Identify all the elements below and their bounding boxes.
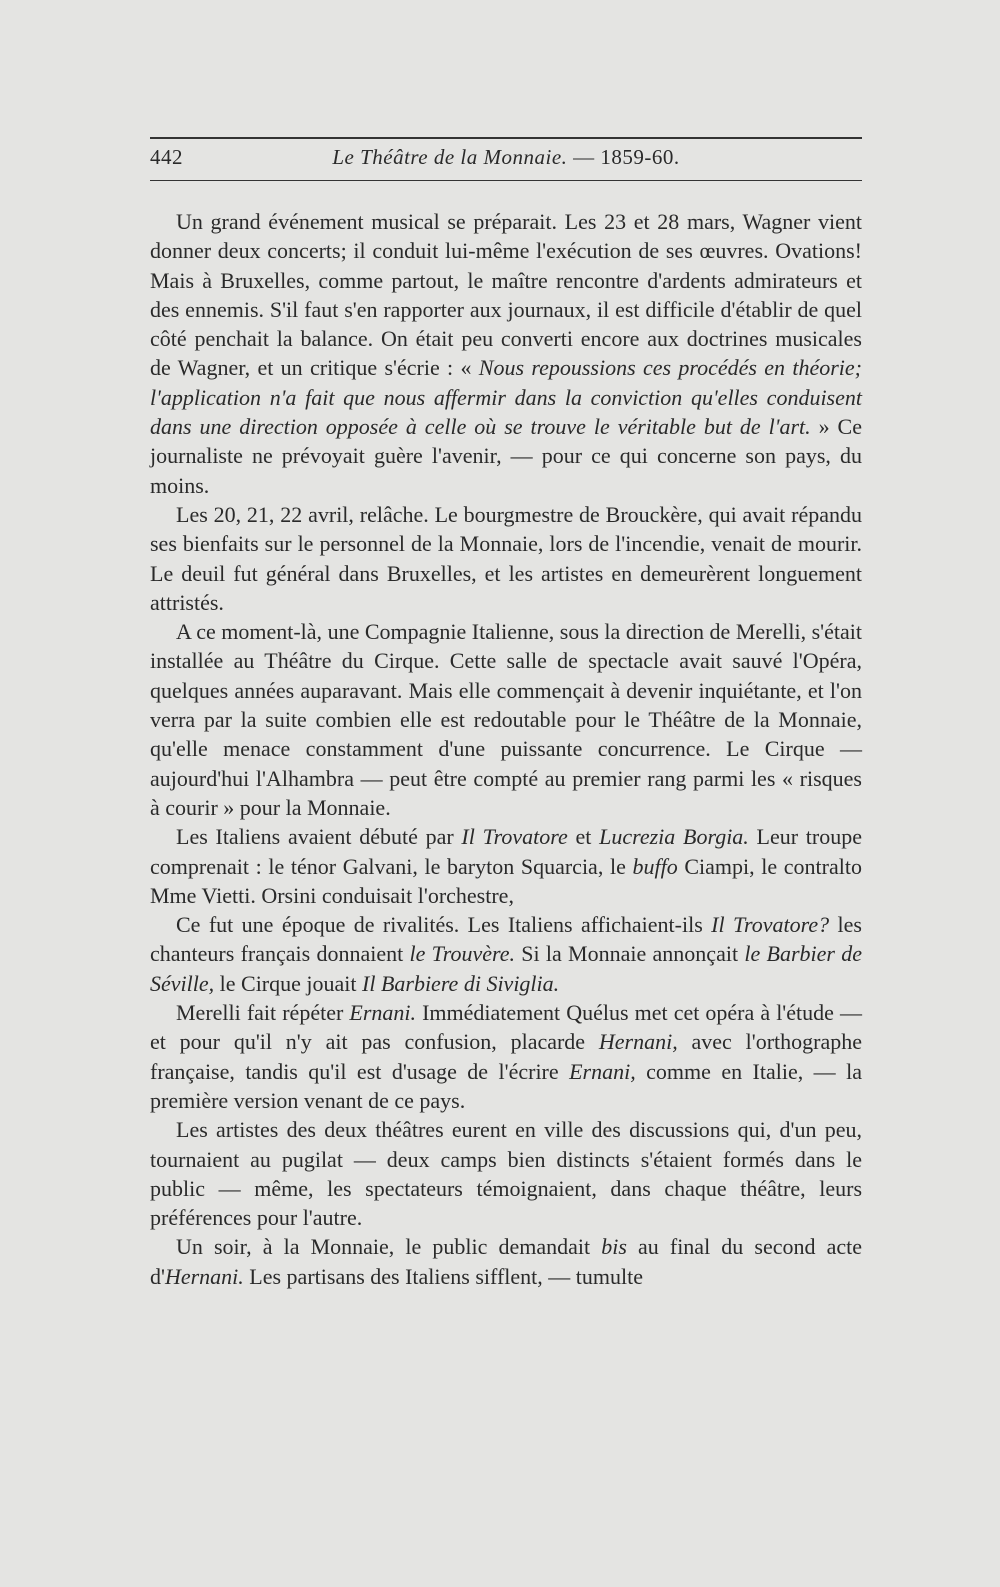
text-run: A ce moment-là, une Compagnie Italienne, sous la direction de Merelli, s'était installée au Théâtre du Cirque. Cette salle de spectacle avait sauvé l'Opéra, quelques années auparavant. Mais elle commençait à devenir inquiétante, et l'on verra par la suite combien elle est redoutable pour le Théâtre de la Monnaie, qu'elle menace constamment d'une puissante concurrence. Le Cirque — aujourd'hui l'Alhambra — peut être compté au premier rang parmi les « risques à courir » pour la Monnaie.: [150, 619, 862, 820]
text-run: Ciampi, le contralto Mme Vietti. Orsini conduisait l'orchestre,: [150, 853, 862, 908]
italic-run: Hernani,: [598, 1029, 678, 1055]
text-run: Un grand événement musical se préparait. Les 23 et 28 mars, Wagner vient donner deux concerts; il conduit lui-même l'exécution de ses œuvres. Ovations! Mais à Bruxelles, comme partout, le maître rencontre d'ardents admirateurs et des ennemis. S'il faut s'en rapporter aux journaux, il est difficile d'établir de quel côté penchait la balance. On était peu converti encore aux doctrines musicales de Wagner, et un critique s'écrie : «: [150, 209, 862, 381]
body-text: [150, 207, 862, 1291]
italic-run: Il Trovatore?: [711, 912, 830, 938]
italic-run: Ernani,: [569, 1058, 636, 1084]
text-run: avec l'orthographe française, tandis qu'il est d'usage de l'écrire: [150, 1029, 862, 1084]
page-number: 442: [150, 145, 183, 169]
text-run: Si la Monnaie annonçait: [514, 941, 745, 967]
paragraph: [150, 617, 862, 822]
italic-run: Hernani.: [164, 1263, 244, 1289]
italic-run: le Trouvère.: [409, 941, 515, 967]
text-run: Les 20, 21, 22 avril, relâche. Le bourgmestre de Brouckère, qui avait répandu ses bienfaits sur le personnel de la Monnaie, lors de l'incendie, venait de mourir. Le deuil fut général dans Bruxelles, et les artistes en demeurèrent longuement attristés.: [150, 501, 862, 615]
italic-run: Il Trovatore: [461, 824, 568, 850]
text-run: Les partisans des Italiens sifflent, — tumulte: [243, 1263, 643, 1289]
italic-run: Lucrezia Borgia.: [599, 824, 749, 850]
paragraph: [150, 910, 862, 998]
italic-run: le Barbier de Séville,: [150, 941, 862, 996]
title-separator: —: [567, 145, 601, 169]
italic-run: bis: [601, 1234, 627, 1260]
paragraph: [150, 1115, 862, 1232]
paragraph: [150, 998, 862, 1115]
running-title-line: [150, 145, 862, 170]
text-run: et: [567, 824, 600, 850]
text-run: le Cirque jouait: [214, 970, 362, 996]
text-run: Les artistes des deux théâtres eurent en ville des discussions qui, d'un peu, tournaient au pugilat — deux camps bien distincts s'étaient formés dans le public — même, les spectateurs témoignaient, dans chaque théâtre, leurs préférences pour l'autre.: [150, 1117, 862, 1231]
paragraph: [150, 822, 862, 910]
text-run: Leur troupe comprenait : le ténor Galvani, le baryton Squarcia, le: [150, 824, 863, 879]
italic-run: buffo: [632, 853, 678, 879]
text-run: » Ce journaliste ne prévoyait guère l'avenir, — pour ce qui concerne son pays, du moins.: [150, 414, 862, 498]
header-rule-bottom: [150, 180, 862, 181]
text-run: au final du second acte d': [150, 1234, 862, 1289]
season-years: 1859-60.: [600, 145, 680, 169]
header-rule-top: [150, 137, 862, 139]
italic-run: Il Barbiere di Siviglia.: [362, 970, 560, 996]
running-title: Le Théâtre de la Monnaie.: [332, 145, 568, 169]
paragraph: [150, 207, 862, 500]
text-run: Ce fut une époque de rivalités. Les Italiens affichaient-ils: [176, 912, 712, 938]
paragraph: [150, 500, 862, 617]
text-run: Un soir, à la Monnaie, le public demandait: [176, 1234, 602, 1260]
text-run: comme en Italie, — la première version venant de ce pays.: [150, 1058, 862, 1113]
paragraph: [150, 1232, 862, 1291]
text-run: Les Italiens avaient débuté par: [176, 824, 462, 850]
text-run: les chanteurs français donnaient: [150, 912, 862, 967]
italic-run: Ernani.: [349, 1000, 416, 1026]
text-run: Immédiatement Quélus met cet opéra à l'étude — et pour qu'il n'y ait pas confusion, placarde: [150, 1000, 862, 1055]
text-run: Merelli fait répéter: [176, 1000, 350, 1026]
italic-run: Nous repoussions ces procédés en théorie; l'application n'a fait que nous affermir dans la conviction qu'elles conduisent dans une direction opposée à celle où se trouve le véritable but de l'art.: [150, 355, 862, 440]
